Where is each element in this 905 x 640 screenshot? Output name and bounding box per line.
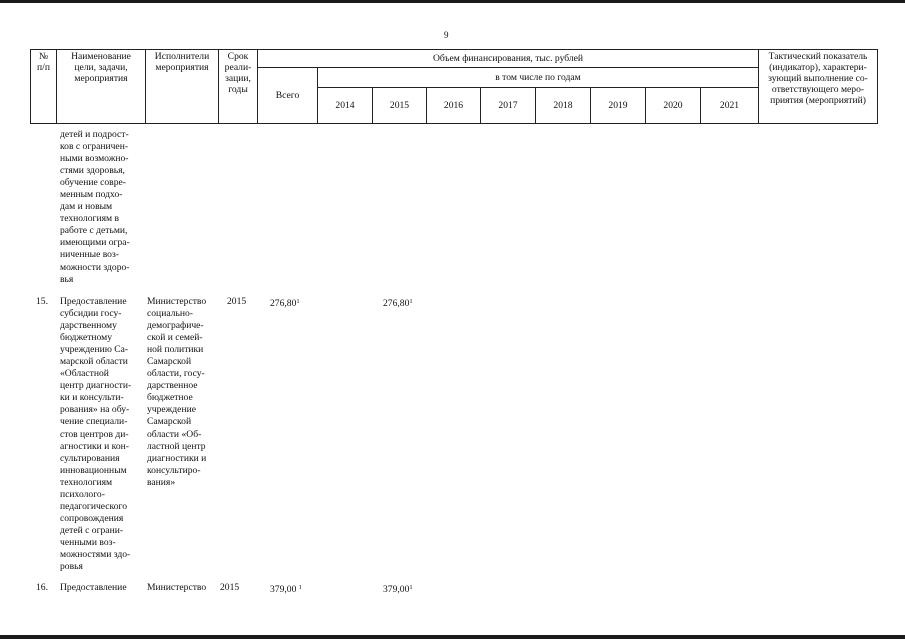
row-16-year-2015-footnote: 1 — [409, 584, 413, 591]
header-year: 2017 — [481, 88, 536, 124]
header-funding — [258, 50, 759, 68]
header-indicator — [759, 50, 878, 124]
row-16-term: 2015 — [220, 582, 240, 593]
row-16-total-value: 379,00 — [270, 584, 297, 595]
row-16-year-2015-value: 379,00 — [383, 584, 410, 595]
row-15-total-footnote: 1 — [296, 298, 300, 305]
row-15-total-value: 276,80 — [270, 298, 297, 309]
header-total-label: Всего — [275, 89, 300, 101]
header-year: 2021 — [701, 88, 759, 124]
header-name-label: Наименование цели, задачи, мероприятия — [71, 51, 131, 85]
header-year: 2014 — [318, 88, 373, 124]
row-16-name: Предоставление — [60, 582, 127, 593]
header-num-label: № п/п — [37, 51, 50, 74]
row-15-executor: Министерство социально- демографиче- ской и семей- ной политики Самарской области, госу- дарственное бюджетное учреждение Самарской области «Об- ластной центр диагностики и консультиро- вания» — [147, 296, 207, 488]
header-year: 2020 — [646, 88, 701, 124]
header-by-years — [318, 68, 759, 88]
header-name — [57, 50, 146, 124]
row-16-total-footnote: 1 — [298, 584, 303, 591]
row-continuation-name: детей и подрост- ков с ограничен- ными возможно- стями здоровья, обучение совре- менным подхо- дам и новым технологиям в работе с детьми, имеющими огра- ниченные воз- можности здоро- вья — [60, 129, 130, 285]
header-year: 2016 — [427, 88, 481, 124]
header-term — [219, 50, 258, 124]
header-year: 2018 — [536, 88, 591, 124]
header-year: 2015 — [373, 88, 427, 124]
header-by-years-label: в том числе по годам — [495, 71, 581, 83]
header-executors-label: Исполнители мероприятия — [154, 51, 210, 74]
row-16-total — [270, 582, 302, 596]
top-border — [0, 0, 905, 3]
header-indicator-label: Тактический показатель (индикатор), характери- зующий выполнение со- ответствующего меро- приятия (мероприятий) — [768, 51, 868, 107]
header-total — [258, 68, 318, 124]
row-15-year-2015-value: 276,80 — [383, 298, 410, 309]
row-16-num: 16. — [36, 582, 48, 593]
row-16-executor: Министерство — [147, 582, 207, 593]
header-executors — [146, 50, 219, 124]
bottom-border — [0, 635, 905, 639]
header-year: 2019 — [591, 88, 646, 124]
header-term-label: Срок реали- зации, годы — [224, 51, 252, 96]
row-15-year-2015-footnote: 1 — [409, 298, 413, 305]
row-15-total — [270, 296, 300, 310]
header-num — [31, 50, 57, 124]
page-number: 9 — [444, 30, 449, 40]
table-header — [30, 49, 878, 124]
row-15-year-2015 — [383, 296, 413, 310]
row-15-term: 2015 — [227, 296, 247, 307]
header-funding-label: Объем финансирования, тыс. рублей — [432, 52, 584, 64]
row-15-num: 15. — [36, 296, 48, 307]
row-15-name: Предоставление субсидии госу- дарственному бюджетному учреждению Са- марской области «Областной центр диагности- ки и консульти- рования» на обу- чение специали- стов центров ди- агностики и кон- сультирования инновационным технологиям психолого- педагогического сопровождения детей с ограни- ченными воз- можностями здо- ровья — [60, 296, 132, 573]
row-16-year-2015 — [383, 582, 413, 596]
